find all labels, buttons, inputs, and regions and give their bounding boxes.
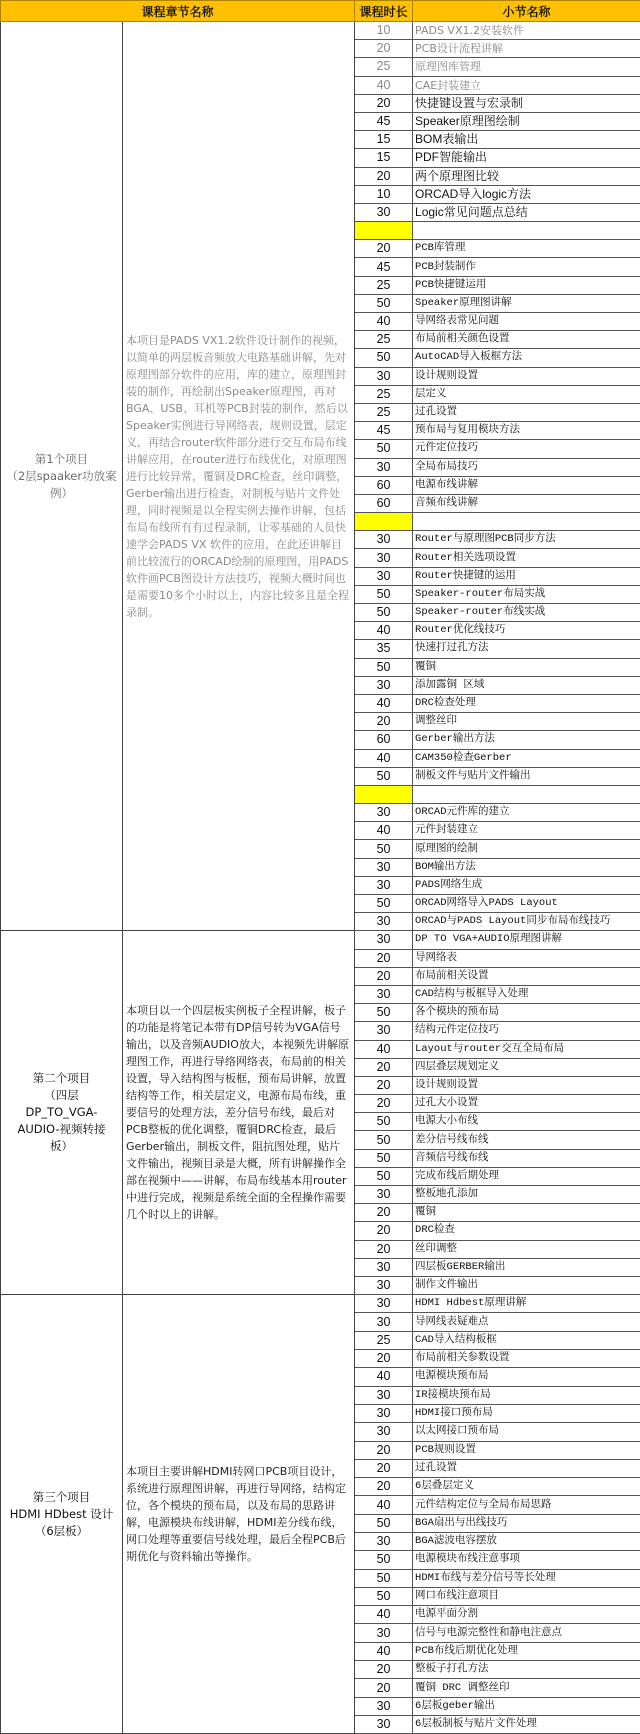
lesson-name: 快捷键设置与宏录制	[413, 94, 640, 112]
lesson-name: 设计规则设置	[413, 1076, 640, 1094]
lesson-duration: 30	[355, 1295, 413, 1313]
lesson-duration: 30	[355, 1258, 413, 1276]
lesson-name: CAE封装建立	[413, 76, 640, 94]
lesson-name: CAD结构与板框导入处理	[413, 985, 640, 1003]
lesson-name: HDMI Hdbest原理讲解	[413, 1295, 640, 1313]
lesson-duration: 20	[355, 1095, 413, 1113]
lesson-name: CAD导入结构板框	[413, 1331, 640, 1349]
lesson-name: 预布局与复用模块方法	[413, 422, 640, 440]
lesson-duration	[355, 222, 413, 240]
lesson-name: 丝印调整	[413, 1240, 640, 1258]
project-title-line: （2层spaaker功放案	[6, 468, 117, 483]
lesson-duration: 50	[355, 440, 413, 458]
lesson-duration: 30	[355, 549, 413, 567]
lesson-name: 过孔设置	[413, 403, 640, 421]
lesson-name: HDMI接口预布局	[413, 1404, 640, 1422]
lesson-duration: 20	[355, 1204, 413, 1222]
lesson-duration: 20	[355, 713, 413, 731]
lesson-name: 过孔大小设置	[413, 1095, 640, 1113]
lesson-duration: 50	[355, 1587, 413, 1605]
lesson-duration: 45	[355, 258, 413, 276]
project-title	[1, 931, 123, 1295]
lesson-name: 整板子打孔方法	[413, 1661, 640, 1679]
header-chapter: 课程章节名称	[1, 1, 355, 22]
lesson-name	[413, 785, 640, 803]
lesson-name: 整板地孔添加	[413, 1186, 640, 1204]
lesson-name: 四层叠层规划定义	[413, 1058, 640, 1076]
project-title-line: DP_TO_VGA-	[25, 1105, 98, 1120]
lesson-duration: 50	[355, 585, 413, 603]
lesson-name: DRC检查处理	[413, 694, 640, 712]
lesson-duration: 40	[355, 822, 413, 840]
lesson-duration: 10	[355, 185, 413, 203]
lesson-duration: 30	[355, 1386, 413, 1404]
lesson-duration: 15	[355, 149, 413, 167]
lesson-name: CAM350检查Gerber	[413, 749, 640, 767]
lesson-duration: 40	[355, 313, 413, 331]
lesson-duration: 30	[355, 1715, 413, 1733]
lesson-name: PADS VX1.2安装软件	[413, 22, 640, 40]
lesson-name: IR接模块预布局	[413, 1386, 640, 1404]
lesson-duration: 30	[355, 985, 413, 1003]
lesson-duration: 60	[355, 494, 413, 512]
lesson-name: 6层板制板与贴片文件处理	[413, 1715, 640, 1733]
project-title-line: 第二个项目	[32, 1071, 91, 1086]
header-section: 小节名称	[413, 1, 640, 22]
lesson-name: 原理图库管理	[413, 58, 640, 76]
lesson-name: PCB布线后期优化处理	[413, 1642, 640, 1660]
lesson-name: 元件封装建立	[413, 822, 640, 840]
lesson-duration: 30	[355, 458, 413, 476]
lesson-duration: 20	[355, 1661, 413, 1679]
lesson-name: DP TO VGA+AUDIO原理图讲解	[413, 931, 640, 949]
lesson-duration: 50	[355, 1004, 413, 1022]
lesson-name: 过孔设置	[413, 1459, 640, 1477]
lesson-name: Speaker-router布线实战	[413, 604, 640, 622]
project-title-line: 板）	[50, 1139, 73, 1154]
lesson-duration: 25	[355, 385, 413, 403]
lesson-duration: 50	[355, 1167, 413, 1185]
project-title-line: 第三个项目	[32, 1489, 91, 1504]
lesson-name: Layout与router交互全局布局	[413, 1040, 640, 1058]
lesson-name: 元件定位技巧	[413, 440, 640, 458]
lesson-duration: 50	[355, 840, 413, 858]
lesson-duration	[355, 785, 413, 803]
lesson-row	[1, 931, 640, 949]
project-title	[1, 1295, 123, 1734]
lesson-name: 电源布线讲解	[413, 476, 640, 494]
lesson-name: 以太网接口预布局	[413, 1423, 640, 1441]
lesson-duration: 20	[355, 1350, 413, 1368]
project-title-line: 第1个项目	[34, 451, 89, 466]
lesson-duration: 20	[355, 167, 413, 185]
lesson-duration: 30	[355, 1624, 413, 1642]
lesson-name: Router快捷键的运用	[413, 567, 640, 585]
lesson-name: 6层叠层定义	[413, 1478, 640, 1496]
lesson-duration: 20	[355, 967, 413, 985]
lesson-name: 音频信号线布线	[413, 1149, 640, 1167]
lesson-duration: 50	[355, 658, 413, 676]
lesson-row	[1, 1295, 640, 1313]
project-description: 本项目以一个四层板实例板子全程讲解，板子的功能是将笔记本带有DP信号转为VGA信号输出，以及音频AUDIO放大，本视频先讲解原理图工作，再进行导络网络表，布局前的相关设置，导入结构图与板框，预布局讲解，放置结构等工作，相关层定义，电源布局布线，重要信号的处理方法，差分信号布线，最后对PCB整板的优化调整，覆铜DRC检查，最后Gerber输出，制板文件，阻抗图处理，贴片文件输出，视频目录是大概，所有讲解操作全部在视频中——讲解，布局布线基本用router中进行完成，视频是系统全面的全程操作需要几个时以上的讲解。	[123, 931, 355, 1295]
lesson-duration: 30	[355, 676, 413, 694]
lesson-duration: 40	[355, 749, 413, 767]
lesson-name: Speaker原理图讲解	[413, 294, 640, 312]
lesson-duration: 50	[355, 767, 413, 785]
lesson-name: 设计规则设置	[413, 367, 640, 385]
lesson-name: 布局前相关设置	[413, 967, 640, 985]
lesson-name: 导网线表疑难点	[413, 1313, 640, 1331]
lesson-name: 6层板geber输出	[413, 1697, 640, 1715]
lesson-duration: 20	[355, 1441, 413, 1459]
lesson-name: 网口布线注意项目	[413, 1587, 640, 1605]
lesson-name: 全局布局技巧	[413, 458, 640, 476]
lesson-duration: 20	[355, 1679, 413, 1697]
lesson-duration	[355, 513, 413, 531]
lesson-duration: 40	[355, 1606, 413, 1624]
lesson-duration: 30	[355, 567, 413, 585]
lesson-duration: 40	[355, 1040, 413, 1058]
lesson-name: 导网络表	[413, 949, 640, 967]
lesson-name: 四层板GERBER输出	[413, 1258, 640, 1276]
project-description: 本项目是PADS VX1.2软件设计制作的视频，以简单的两层板音频放大电路基础讲解，先对原理图部分软件的应用，库的建立，原理图封装的制作，再绘制出Speaker原理图，再对BGA、USB、耳机等PCB封装的制作，然后以Speaker实例进行导网络表，规则设置，层定义，再结合router软件部分进行交互布局布线讲解应用，在router进行布线优化，对原理图进行比较异常，覆铜及DRC检查，丝印调整，Gerber输出进行检查，对制板与贴片文件处理，同时视频是以全程实例去操作讲解，包括布局布线所有有过程录制，让零基础的人员快速学会PADS VX 软件的应用，在此还讲解目前比较流行的ORCAD绘制的原理图，用PADS软件画PCB图设计方法技巧，视频大概时间也是需要10多个小时以上，内容比较多且是全程录制。	[123, 22, 355, 931]
lesson-duration: 30	[355, 1186, 413, 1204]
lesson-name	[413, 513, 640, 531]
lesson-name: PCB封装制作	[413, 258, 640, 276]
lesson-name: 覆铜	[413, 658, 640, 676]
lesson-duration: 40	[355, 1496, 413, 1514]
lesson-name: 制板文件与贴片文件输出	[413, 767, 640, 785]
lesson-name: 结构元件定位技巧	[413, 1022, 640, 1040]
project-title-line: （6层板）	[34, 1523, 89, 1538]
lesson-duration: 25	[355, 58, 413, 76]
lesson-duration: 20	[355, 94, 413, 112]
lesson-duration: 40	[355, 622, 413, 640]
lesson-duration: 35	[355, 640, 413, 658]
lesson-duration: 50	[355, 294, 413, 312]
lesson-duration: 50	[355, 349, 413, 367]
lesson-duration: 50	[355, 895, 413, 913]
lesson-name: PCB库管理	[413, 240, 640, 258]
lesson-duration: 20	[355, 1058, 413, 1076]
lesson-duration: 25	[355, 331, 413, 349]
lesson-name: 元件结构定位与全局布局思路	[413, 1496, 640, 1514]
lesson-name: 制作文件输出	[413, 1276, 640, 1294]
lesson-duration: 20	[355, 1459, 413, 1477]
lesson-name: PADS网络生成	[413, 876, 640, 894]
lesson-duration: 50	[355, 1551, 413, 1569]
project-title-line: AUDIO-视频转接	[17, 1122, 106, 1137]
lesson-duration: 30	[355, 804, 413, 822]
lesson-duration: 20	[355, 1076, 413, 1094]
lesson-duration: 30	[355, 931, 413, 949]
lesson-duration: 30	[355, 876, 413, 894]
project-title-line: （四层	[44, 1088, 79, 1103]
lesson-duration: 45	[355, 112, 413, 130]
lesson-duration: 25	[355, 1331, 413, 1349]
lesson-duration: 40	[355, 694, 413, 712]
lesson-name: BGA滤波电容摆放	[413, 1532, 640, 1550]
lesson-duration: 60	[355, 731, 413, 749]
lesson-duration: 30	[355, 913, 413, 931]
lesson-name: 完成布线后期处理	[413, 1167, 640, 1185]
lesson-name: PCB规则设置	[413, 1441, 640, 1459]
lesson-name: Speaker-router布局实战	[413, 585, 640, 603]
lesson-name: AutoCAD导入板框方法	[413, 349, 640, 367]
project-title-line: HDMI HDbest 设计	[9, 1506, 114, 1521]
lesson-name: PCB快捷键运用	[413, 276, 640, 294]
lesson-name: ORCAD元件库的建立	[413, 804, 640, 822]
lesson-duration: 45	[355, 422, 413, 440]
lesson-duration: 30	[355, 1404, 413, 1422]
lesson-name: 两个原理图比较	[413, 167, 640, 185]
lesson-duration: 50	[355, 1149, 413, 1167]
lesson-duration: 50	[355, 1131, 413, 1149]
lesson-duration: 50	[355, 1569, 413, 1587]
lesson-duration: 10	[355, 22, 413, 40]
lesson-duration: 30	[355, 1532, 413, 1550]
lesson-name: 音频布线讲解	[413, 494, 640, 512]
lesson-name: 差分信号线布线	[413, 1131, 640, 1149]
lesson-name: 覆铜 DRC 调整丝印	[413, 1679, 640, 1697]
lesson-duration: 40	[355, 1642, 413, 1660]
lesson-name: HDMI布线与差分信号等长处理	[413, 1569, 640, 1587]
lesson-duration: 20	[355, 1240, 413, 1258]
lesson-name: Gerber输出方法	[413, 731, 640, 749]
lesson-duration: 20	[355, 949, 413, 967]
lesson-name: Speaker原理图绘制	[413, 112, 640, 130]
lesson-name: 层定义	[413, 385, 640, 403]
lesson-duration: 60	[355, 476, 413, 494]
header-duration: 课程时长	[355, 1, 413, 22]
lesson-name: Logic常见问题点总结	[413, 203, 640, 221]
lesson-duration: 50	[355, 1514, 413, 1532]
lesson-name: 添加露铜 区域	[413, 676, 640, 694]
lesson-name: ORCAD导入logic方法	[413, 185, 640, 203]
lesson-name: ORCAD与PADS Layout同步布局布线技巧	[413, 913, 640, 931]
lesson-name: 信号与电源完整性和静电注意点	[413, 1624, 640, 1642]
lesson-name: 各个模块的预布局	[413, 1004, 640, 1022]
lesson-duration: 20	[355, 240, 413, 258]
lesson-duration: 30	[355, 1697, 413, 1715]
project-title	[1, 22, 123, 931]
lesson-duration: 40	[355, 76, 413, 94]
lesson-name: Router优化线技巧	[413, 622, 640, 640]
lesson-name: 调整丝印	[413, 713, 640, 731]
header-row	[1, 1, 640, 22]
lesson-name: 电源大小布线	[413, 1113, 640, 1131]
lesson-duration: 30	[355, 531, 413, 549]
lesson-name: 电源平面分割	[413, 1606, 640, 1624]
lesson-duration: 30	[355, 203, 413, 221]
lesson-name: BOM输出方法	[413, 858, 640, 876]
lesson-name: PDF智能输出	[413, 149, 640, 167]
lesson-duration: 30	[355, 1423, 413, 1441]
lesson-name: 电源模块布线注意事项	[413, 1551, 640, 1569]
lesson-duration: 30	[355, 1313, 413, 1331]
lesson-row	[1, 22, 640, 40]
lesson-name: Router相关选项设置	[413, 549, 640, 567]
project-description: 本项目主要讲解HDMI转网口PCB项目设计，系统进行原理图讲解，再进行导网络，结构定位，各个模块的预布局，以及布局的思路讲解，电源模块布线讲解，HDMI差分线布线，网口处理等重要信号线处理，最后全程PCB后期优化与资料输出等操作。	[123, 1295, 355, 1734]
lesson-name: PCB设计流程讲解	[413, 40, 640, 58]
lesson-duration: 30	[355, 858, 413, 876]
lesson-duration: 30	[355, 367, 413, 385]
lesson-name: BGA扇出与出线技巧	[413, 1514, 640, 1532]
lesson-duration: 20	[355, 1222, 413, 1240]
lesson-duration: 20	[355, 1478, 413, 1496]
lesson-name: DRC检查	[413, 1222, 640, 1240]
lesson-name: Router与原理图PCB同步方法	[413, 531, 640, 549]
lesson-name: BOM表输出	[413, 131, 640, 149]
lesson-name: 原理图的绘制	[413, 840, 640, 858]
lesson-name: 快速打过孔方法	[413, 640, 640, 658]
lesson-duration: 30	[355, 1276, 413, 1294]
lesson-duration: 50	[355, 604, 413, 622]
lesson-duration: 30	[355, 1022, 413, 1040]
lesson-name: 电源模块预布局	[413, 1368, 640, 1386]
lesson-duration: 50	[355, 1113, 413, 1131]
lesson-name: 覆铜	[413, 1204, 640, 1222]
lesson-name: 导网络表常见问题	[413, 313, 640, 331]
lesson-name: ORCAD网络导入PADS Layout	[413, 895, 640, 913]
lesson-duration: 25	[355, 403, 413, 421]
project-title-line: 例）	[50, 485, 73, 500]
lesson-name	[413, 222, 640, 240]
lesson-duration: 40	[355, 1368, 413, 1386]
lesson-duration: 25	[355, 276, 413, 294]
lesson-duration: 20	[355, 40, 413, 58]
lesson-duration: 15	[355, 131, 413, 149]
lesson-name: 布局前相关颜色设置	[413, 331, 640, 349]
lesson-name: 布局前相关参数设置	[413, 1350, 640, 1368]
